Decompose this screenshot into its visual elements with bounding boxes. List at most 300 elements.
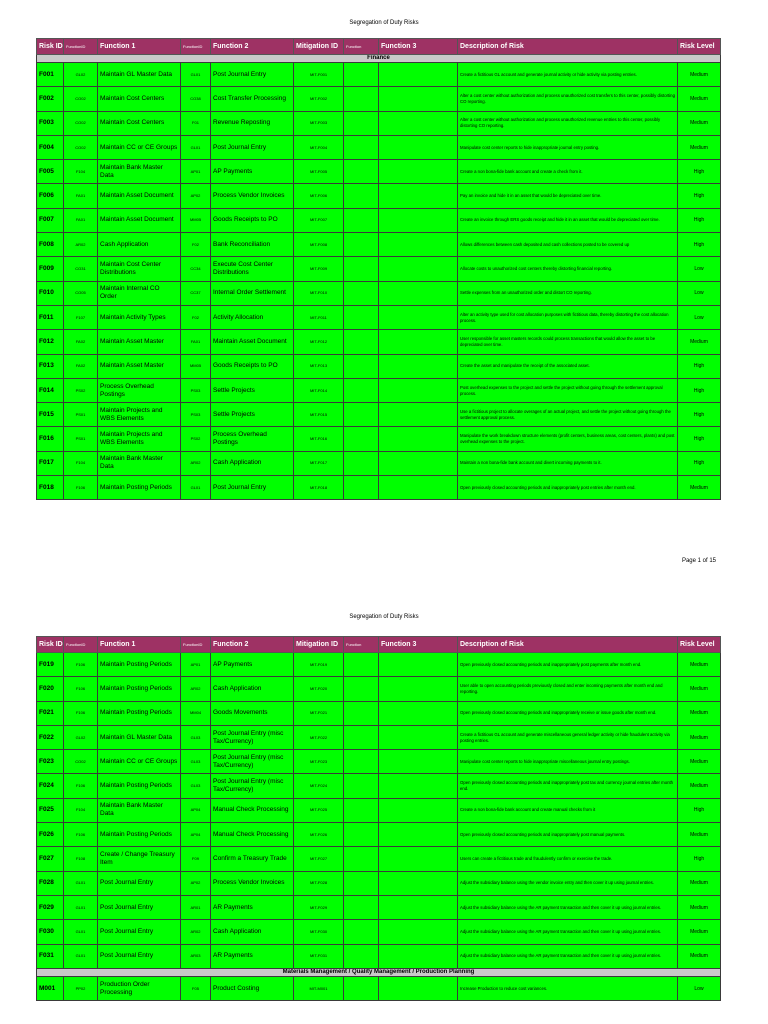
function-id-1-cell: GL02 [64, 63, 98, 87]
function-2-cell: Cash Application [211, 451, 294, 475]
function-id-1-cell: FA02 [64, 354, 98, 378]
table-row [37, 725, 721, 749]
mitigation-id-cell: MIT-F010 [294, 281, 344, 305]
risk-level-cell: Medium [678, 944, 721, 968]
mitigation-id-cell: MIT-F018 [294, 476, 344, 500]
function-2-cell: Post Journal Entry (misc Tax/Currency) [211, 774, 294, 798]
col-mitigation-id: Mitigation ID [294, 39, 344, 55]
col-description: Description of Risk [458, 637, 678, 653]
table-row [37, 135, 721, 159]
risk-level-cell: High [678, 847, 721, 871]
table-row [37, 427, 721, 451]
function-id-2-cell: CO38 [181, 87, 211, 111]
table-row [37, 111, 721, 135]
function-id-3-cell [344, 476, 379, 500]
table-header [37, 39, 721, 55]
description-cell: Alter a cost center without authorization and process unauthorized revenue entries to this center, possibly distorting CO reporting. [458, 111, 678, 135]
function-id-1-cell: GL01 [64, 871, 98, 895]
table-row [37, 847, 721, 871]
function-3-cell [379, 920, 458, 944]
function-2-cell: Manual Check Processing [211, 798, 294, 822]
description-cell: Alter an activity type used for cost allocation purposes with fictitious data, thereby distorting the cost allocation process. [458, 305, 678, 329]
col-function-id-3: Function [344, 39, 379, 55]
function-id-2-cell: PS02 [181, 427, 211, 451]
risk-id-cell: F010 [37, 281, 64, 305]
mitigation-id-cell: MIT-F017 [294, 451, 344, 475]
description-cell: Manipulate cost center reports to hide inappropriate miscellaneous journal entry postings. [458, 750, 678, 774]
table-row [37, 653, 721, 677]
table-body [37, 653, 721, 969]
col-description: Description of Risk [458, 39, 678, 55]
function-2-cell: Post Journal Entry (misc Tax/Currency) [211, 750, 294, 774]
function-id-3-cell [344, 257, 379, 281]
mitigation-id-cell: MIT-F006 [294, 184, 344, 208]
mitigation-id-cell: MIT-F022 [294, 725, 344, 749]
description-cell: Manipulate the work breakdown structure elements (profit centers, business areas, cost centers, plants) and post overhead expenses to the project. [458, 427, 678, 451]
function-id-1-cell: CO02 [64, 750, 98, 774]
function-3-cell [379, 871, 458, 895]
function-id-3-cell [344, 208, 379, 232]
function-1-cell: Maintain Cost Center Distributions [98, 257, 181, 281]
function-2-cell: Post Journal Entry [211, 476, 294, 500]
function-1-cell: Maintain Internal CO Order [98, 281, 181, 305]
sod-page-1 [36, 38, 721, 500]
function-3-cell [379, 476, 458, 500]
description-cell: Create a non bona-fide bank account and create a check from it. [458, 160, 678, 184]
function-1-cell: Maintain Posting Periods [98, 677, 181, 701]
col-risk-level: Risk Level [678, 39, 721, 55]
function-3-cell [379, 653, 458, 677]
function-id-2-cell: GL03 [181, 750, 211, 774]
table-row [37, 330, 721, 354]
col-risk-id: Risk ID [37, 39, 64, 55]
function-id-3-cell [344, 281, 379, 305]
function-id-1-cell: F106 [64, 476, 98, 500]
function-id-3-cell [344, 184, 379, 208]
col-function-3: Function 3 [379, 39, 458, 55]
function-2-cell: Goods Receipts to PO [211, 208, 294, 232]
function-id-1-cell: CO31 [64, 257, 98, 281]
function-id-2-cell: GL03 [181, 774, 211, 798]
section-row [37, 55, 721, 63]
description-cell: Maintain a non bona-fide bank account and divert incoming payments to it. [458, 451, 678, 475]
risk-id-cell: F013 [37, 354, 64, 378]
function-id-1-cell: CO02 [64, 87, 98, 111]
risk-id-cell: F012 [37, 330, 64, 354]
function-id-3-cell [344, 305, 379, 329]
function-3-cell [379, 451, 458, 475]
risk-id-cell: F027 [37, 847, 64, 871]
function-id-2-cell: FA01 [181, 330, 211, 354]
function-id-1-cell: PP02 [64, 976, 98, 1000]
function-1-cell: Maintain Activity Types [98, 305, 181, 329]
function-3-cell [379, 976, 458, 1000]
description-cell: Pay an invoice and hide it in an asset that would be depreciated over time. [458, 184, 678, 208]
col-risk-level: Risk Level [678, 637, 721, 653]
mitigation-id-cell: MIT-F016 [294, 427, 344, 451]
mitigation-id-cell: MIT-F030 [294, 920, 344, 944]
risk-level-cell: Medium [678, 330, 721, 354]
function-1-cell: Cash Application [98, 233, 181, 257]
function-id-2-cell: F02 [181, 233, 211, 257]
mitigation-id-cell: MIT-F031 [294, 944, 344, 968]
function-id-2-cell: MM05 [181, 354, 211, 378]
col-function-id-2: FunctionID [181, 39, 211, 55]
table-row [37, 160, 721, 184]
risk-id-cell: F029 [37, 895, 64, 919]
risk-id-cell: F005 [37, 160, 64, 184]
table-row [37, 895, 721, 919]
function-id-2-cell: GL01 [181, 63, 211, 87]
description-cell: Allows differences between cash deposited and cash collections posted to be covered up [458, 233, 678, 257]
function-3-cell [379, 233, 458, 257]
risk-level-cell: Medium [678, 750, 721, 774]
function-3-cell [379, 895, 458, 919]
mitigation-id-cell: MIT-F029 [294, 895, 344, 919]
col-function-2: Function 2 [211, 39, 294, 55]
function-id-1-cell: PS01 [64, 427, 98, 451]
function-1-cell: Maintain Projects and WBS Elements [98, 427, 181, 451]
function-id-1-cell: GL01 [64, 895, 98, 919]
function-1-cell: Maintain Bank Master Data [98, 160, 181, 184]
mitigation-id-cell: MIT-F023 [294, 750, 344, 774]
function-id-3-cell [344, 920, 379, 944]
risk-id-cell: F011 [37, 305, 64, 329]
function-2-cell: Revenue Reposting [211, 111, 294, 135]
description-cell: Increase Production to reduce cost variances. [458, 976, 678, 1000]
table-row [37, 750, 721, 774]
risk-id-cell: F026 [37, 823, 64, 847]
risk-id-cell: F022 [37, 725, 64, 749]
risk-id-cell: F002 [37, 87, 64, 111]
function-2-cell: Post Journal Entry [211, 63, 294, 87]
function-3-cell [379, 87, 458, 111]
table-body [37, 976, 721, 1000]
function-id-1-cell: CO05 [64, 281, 98, 305]
function-id-3-cell [344, 63, 379, 87]
risk-id-cell: F001 [37, 63, 64, 87]
function-id-2-cell: AP01 [181, 160, 211, 184]
function-1-cell: Create / Change Treasury Item [98, 847, 181, 871]
function-1-cell: Maintain Posting Periods [98, 476, 181, 500]
function-id-2-cell: MM04 [181, 701, 211, 725]
risk-id-cell: F015 [37, 403, 64, 427]
function-id-1-cell: GL02 [64, 725, 98, 749]
risk-id-cell: F007 [37, 208, 64, 232]
function-3-cell [379, 798, 458, 822]
function-3-cell [379, 823, 458, 847]
function-3-cell [379, 427, 458, 451]
mitigation-id-cell: MIT-F013 [294, 354, 344, 378]
function-id-2-cell: GL01 [181, 135, 211, 159]
function-id-3-cell [344, 774, 379, 798]
col-function-id-1: FunctionID [64, 637, 98, 653]
description-cell: Adjust the subsidiary balance using the AR payment transaction and then cover it up using journal entries. [458, 920, 678, 944]
mitigation-id-cell: MIT-F019 [294, 653, 344, 677]
function-id-3-cell [344, 330, 379, 354]
risk-id-cell: F018 [37, 476, 64, 500]
risk-id-cell: F017 [37, 451, 64, 475]
table-row [37, 281, 721, 305]
function-id-3-cell [344, 354, 379, 378]
table-body-mm [37, 968, 721, 976]
mitigation-id-cell: MIT-F012 [294, 330, 344, 354]
function-id-1-cell: AR02 [64, 233, 98, 257]
mitigation-id-cell: MIT-F015 [294, 403, 344, 427]
mitigation-id-cell: MIT-F004 [294, 135, 344, 159]
section-row [37, 968, 721, 976]
mitigation-id-cell: MIT-F027 [294, 847, 344, 871]
table-body [37, 55, 721, 500]
function-id-2-cell: CC37 [181, 281, 211, 305]
description-cell: Post overhead expenses to the project and settle the project without going through the settlement approval process. [458, 378, 678, 402]
function-2-cell: Post Journal Entry (misc Tax/Currency) [211, 725, 294, 749]
description-cell: User able to open accounting periods previously closed and enter incoming payments after month end and reporting. [458, 677, 678, 701]
function-id-3-cell [344, 403, 379, 427]
function-2-cell: Execute Cost Center Distributions [211, 257, 294, 281]
function-id-2-cell: AR02 [181, 920, 211, 944]
function-3-cell [379, 281, 458, 305]
mitigation-id-cell: MIT-F014 [294, 378, 344, 402]
risk-id-cell: F030 [37, 920, 64, 944]
risk-id-cell: F021 [37, 701, 64, 725]
function-2-cell: Post Journal Entry [211, 135, 294, 159]
function-3-cell [379, 257, 458, 281]
function-2-cell: Manual Check Processing [211, 823, 294, 847]
table-row [37, 976, 721, 1000]
function-2-cell: Process Overhead Postings [211, 427, 294, 451]
risk-level-cell: High [678, 403, 721, 427]
description-cell: Users can create a fictitious trade and fraudulently confirm or exercise the trade. [458, 847, 678, 871]
risk-level-cell: Medium [678, 725, 721, 749]
table-row [37, 378, 721, 402]
description-cell: Open previously closed accounting periods and inappropriately receive or issue goods after month end. [458, 701, 678, 725]
table-row [37, 233, 721, 257]
table-row [37, 798, 721, 822]
function-id-2-cell: AP02 [181, 871, 211, 895]
function-3-cell [379, 63, 458, 87]
function-id-1-cell: F106 [64, 774, 98, 798]
function-id-3-cell [344, 111, 379, 135]
table-row [37, 87, 721, 111]
function-1-cell: Maintain Bank Master Data [98, 451, 181, 475]
table-row [37, 184, 721, 208]
risk-id-cell: F024 [37, 774, 64, 798]
function-3-cell [379, 305, 458, 329]
function-id-1-cell: PS02 [64, 378, 98, 402]
function-id-2-cell: F01 [181, 111, 211, 135]
function-2-cell: Settle Projects [211, 378, 294, 402]
function-id-3-cell [344, 944, 379, 968]
description-cell: Allocate costs to unauthorized cost centers thereby distorting financial reporting. [458, 257, 678, 281]
risk-table [36, 636, 721, 1001]
function-id-3-cell [344, 677, 379, 701]
function-1-cell: Maintain Asset Master [98, 330, 181, 354]
function-id-1-cell: PS01 [64, 403, 98, 427]
function-3-cell [379, 184, 458, 208]
function-3-cell [379, 208, 458, 232]
function-id-1-cell: F107 [64, 305, 98, 329]
function-2-cell: Maintain Asset Document [211, 330, 294, 354]
risk-level-cell: Medium [678, 135, 721, 159]
function-2-cell: Goods Movements [211, 701, 294, 725]
page-number: Page 1 of 15 [681, 558, 716, 564]
function-1-cell: Maintain Posting Periods [98, 653, 181, 677]
risk-id-cell: F008 [37, 233, 64, 257]
function-id-1-cell: FA02 [64, 330, 98, 354]
function-id-1-cell: F106 [64, 823, 98, 847]
function-3-cell [379, 354, 458, 378]
page-title: Segregation of Duty Risks [349, 20, 419, 26]
col-risk-id: Risk ID [37, 637, 64, 653]
table-row [37, 944, 721, 968]
function-2-cell: Cash Application [211, 920, 294, 944]
mitigation-id-cell: MIT-F025 [294, 798, 344, 822]
function-1-cell: Maintain Asset Document [98, 184, 181, 208]
function-id-2-cell: AP02 [181, 184, 211, 208]
description-cell: Adjust the subsidiary balance using the AR payment transaction and then cover it up using journal entries. [458, 944, 678, 968]
risk-id-cell: F006 [37, 184, 64, 208]
function-2-cell: Activity Allocation [211, 305, 294, 329]
function-id-2-cell: AP04 [181, 823, 211, 847]
description-cell: Create a fictitious GL account and generate miscellaneous general ledger activity or hide fraudulent activity via posting entries. [458, 725, 678, 749]
risk-id-cell: F003 [37, 111, 64, 135]
risk-level-cell: High [678, 427, 721, 451]
risk-level-cell: Medium [678, 895, 721, 919]
description-cell: Alter a cost center without authorization and process unauthorized cost transfers to this center, possibly distorting CO reporting. [458, 87, 678, 111]
mitigation-id-cell: MIT-F024 [294, 774, 344, 798]
risk-id-cell: F028 [37, 871, 64, 895]
function-id-1-cell: CO02 [64, 135, 98, 159]
col-function-1: Function 1 [98, 637, 181, 653]
function-id-2-cell: AR02 [181, 677, 211, 701]
description-cell: Manipulate cost center reports to hide inappropriate journal entry posting. [458, 135, 678, 159]
description-cell: Create a non bona-fide bank account and create manual checks from it [458, 798, 678, 822]
risk-level-cell: High [678, 208, 721, 232]
mitigation-id-cell: MIT-M001 [294, 976, 344, 1000]
description-cell: Create a fictitious GL account and generate journal activity or hide activity via posting entries. [458, 63, 678, 87]
risk-level-cell: Medium [678, 823, 721, 847]
table-row [37, 823, 721, 847]
table-row [37, 774, 721, 798]
risk-level-cell: Low [678, 281, 721, 305]
risk-table [36, 38, 721, 500]
function-id-1-cell: F106 [64, 653, 98, 677]
function-id-2-cell: GL01 [181, 476, 211, 500]
function-id-2-cell: PS03 [181, 378, 211, 402]
risk-level-cell: High [678, 378, 721, 402]
function-id-1-cell: F108 [64, 847, 98, 871]
risk-id-cell: M001 [37, 976, 64, 1000]
table-row [37, 701, 721, 725]
function-id-3-cell [344, 135, 379, 159]
table-row [37, 208, 721, 232]
function-id-2-cell: AR03 [181, 944, 211, 968]
function-1-cell: Maintain Asset Master [98, 354, 181, 378]
risk-id-cell: F025 [37, 798, 64, 822]
risk-id-cell: F014 [37, 378, 64, 402]
mitigation-id-cell: MIT-F009 [294, 257, 344, 281]
function-id-2-cell: GL03 [181, 725, 211, 749]
sod-page-2 [36, 636, 721, 1001]
table-row [37, 305, 721, 329]
function-id-3-cell [344, 233, 379, 257]
function-2-cell: Confirm a Treasury Trade [211, 847, 294, 871]
function-1-cell: Production Order Processing [98, 976, 181, 1000]
function-id-1-cell: F104 [64, 451, 98, 475]
function-id-2-cell: AP04 [181, 798, 211, 822]
col-function-3: Function 3 [379, 637, 458, 653]
function-1-cell: Maintain GL Master Data [98, 63, 181, 87]
function-id-3-cell [344, 847, 379, 871]
risk-level-cell: High [678, 354, 721, 378]
risk-id-cell: F009 [37, 257, 64, 281]
function-id-3-cell [344, 427, 379, 451]
table-row [37, 403, 721, 427]
function-3-cell [379, 774, 458, 798]
mitigation-id-cell: MIT-F026 [294, 823, 344, 847]
function-3-cell [379, 403, 458, 427]
function-1-cell: Maintain CC or CE Groups [98, 135, 181, 159]
risk-level-cell: High [678, 451, 721, 475]
page-title: Segregation of Duty Risks [349, 614, 419, 620]
function-id-2-cell: PS03 [181, 403, 211, 427]
mitigation-id-cell: MIT-F002 [294, 87, 344, 111]
function-2-cell: Product Costing [211, 976, 294, 1000]
function-id-3-cell [344, 798, 379, 822]
function-1-cell: Post Journal Entry [98, 895, 181, 919]
function-id-2-cell: CC34 [181, 257, 211, 281]
function-id-1-cell: FA01 [64, 184, 98, 208]
mitigation-id-cell: MIT-F028 [294, 871, 344, 895]
function-3-cell [379, 847, 458, 871]
description-cell: Use a fictitious project to allocate overages of an actual project, and settle the project without going through the settlement approval process. [458, 403, 678, 427]
function-3-cell [379, 378, 458, 402]
function-1-cell: Maintain Posting Periods [98, 701, 181, 725]
risk-level-cell: Medium [678, 63, 721, 87]
function-3-cell [379, 135, 458, 159]
function-id-1-cell: F106 [64, 701, 98, 725]
function-1-cell: Maintain Posting Periods [98, 823, 181, 847]
description-cell: Settle expenses from an unauthorized order and distort CO reporting. [458, 281, 678, 305]
col-function-id-2: FunctionID [181, 637, 211, 653]
function-id-3-cell [344, 976, 379, 1000]
risk-id-cell: F004 [37, 135, 64, 159]
function-id-2-cell: F05 [181, 976, 211, 1000]
table-row [37, 677, 721, 701]
function-2-cell: Bank Reconciliation [211, 233, 294, 257]
function-id-3-cell [344, 160, 379, 184]
function-2-cell: Internal Order Settlement [211, 281, 294, 305]
function-1-cell: Maintain Posting Periods [98, 774, 181, 798]
function-2-cell: Goods Receipts to PO [211, 354, 294, 378]
function-2-cell: Cost Transfer Processing [211, 87, 294, 111]
col-function-id-3: Function [344, 637, 379, 653]
mitigation-id-cell: MIT-F007 [294, 208, 344, 232]
function-1-cell: Post Journal Entry [98, 871, 181, 895]
mitigation-id-cell: MIT-F001 [294, 63, 344, 87]
function-id-3-cell [344, 87, 379, 111]
function-id-3-cell [344, 823, 379, 847]
col-mitigation-id: Mitigation ID [294, 637, 344, 653]
function-id-3-cell [344, 653, 379, 677]
function-id-1-cell: CO02 [64, 111, 98, 135]
risk-id-cell: F020 [37, 677, 64, 701]
risk-level-cell: High [678, 233, 721, 257]
mitigation-id-cell: MIT-F003 [294, 111, 344, 135]
function-id-3-cell [344, 725, 379, 749]
risk-level-cell: Medium [678, 774, 721, 798]
